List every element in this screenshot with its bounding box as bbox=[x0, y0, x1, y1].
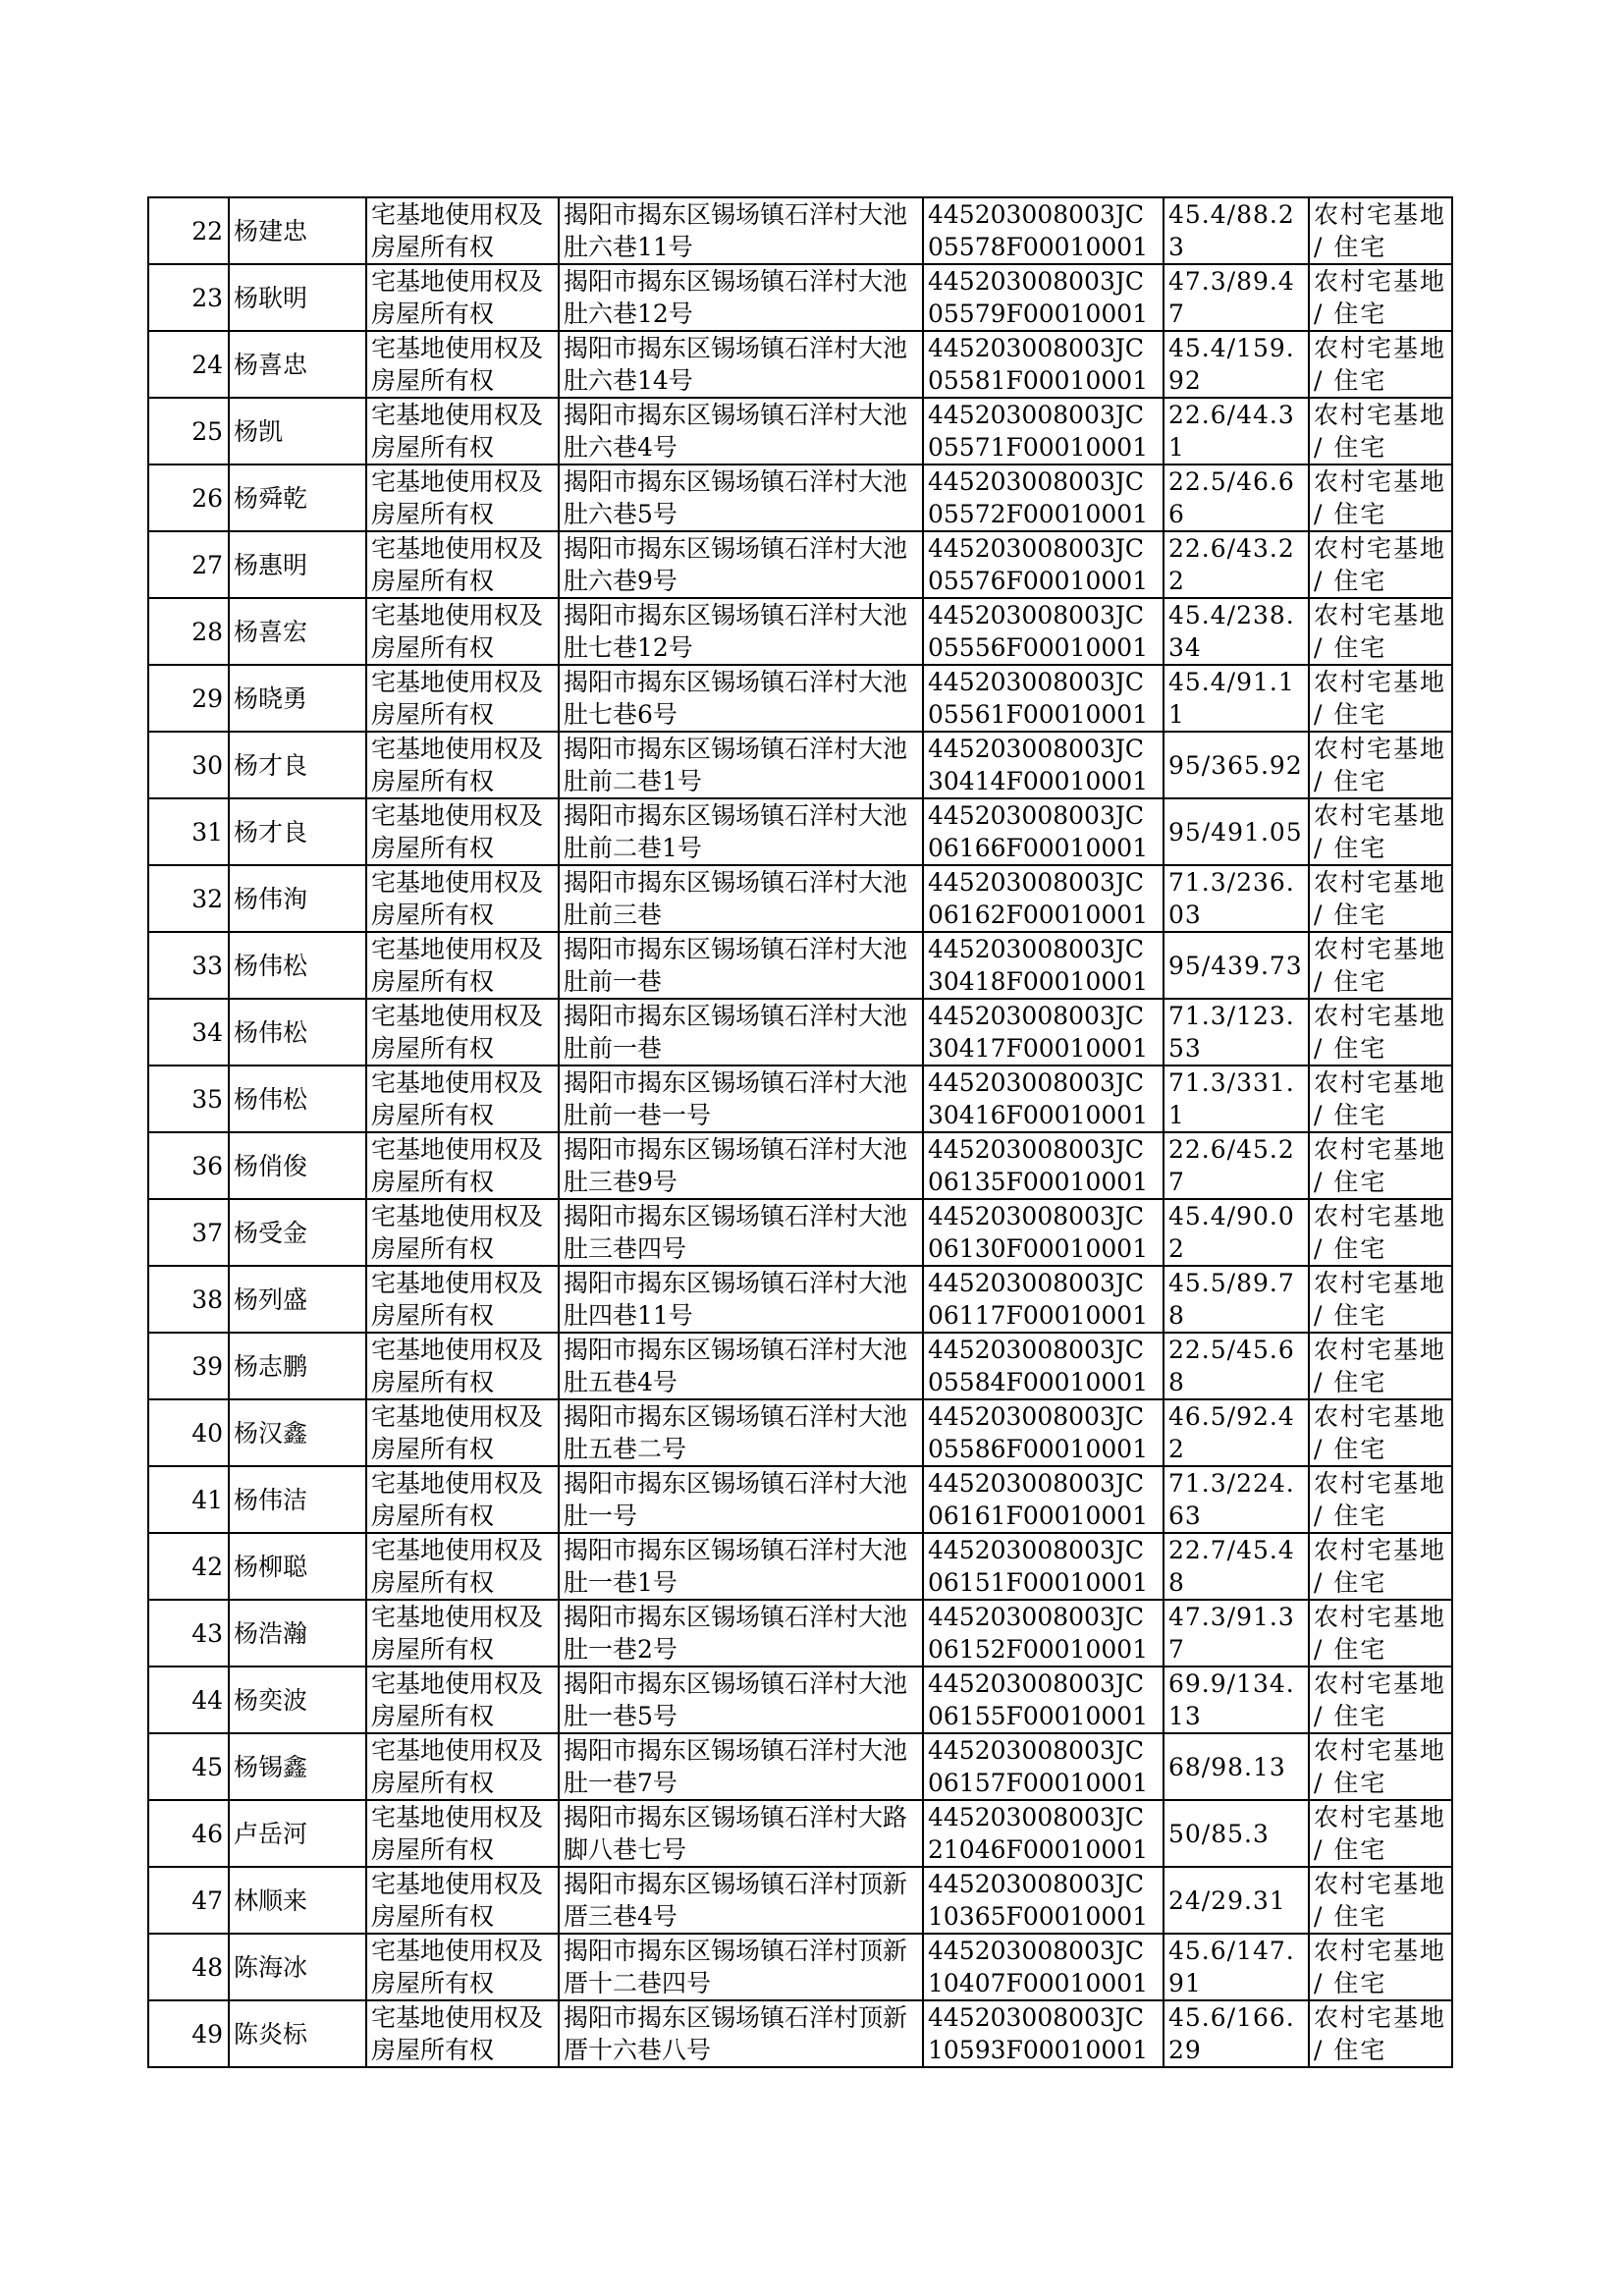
unit-code-cell: 445203008003JC05579F00010001 bbox=[923, 264, 1164, 331]
table-row bbox=[148, 197, 1452, 264]
unit-code-cell: 445203008003JC30417F00010001 bbox=[923, 999, 1164, 1066]
table-row bbox=[148, 1066, 1452, 1132]
registration-table bbox=[147, 196, 1453, 2068]
table-row bbox=[148, 865, 1452, 932]
owner-name-cell: 杨锡鑫 bbox=[229, 1733, 366, 1800]
land-use-cell: 农村宅基地 / 住宅 bbox=[1309, 197, 1452, 264]
address-cell: 揭阳市揭东区锡场镇石洋村大池肚六巷14号 bbox=[559, 331, 923, 398]
right-type-cell: 宅基地使用权及房屋所有权 bbox=[366, 331, 559, 398]
address-cell: 揭阳市揭东区锡场镇石洋村顶新厝三巷4号 bbox=[559, 1867, 923, 1934]
row-number-cell: 37 bbox=[148, 1199, 229, 1266]
area-cell: 50/85.3 bbox=[1164, 1800, 1309, 1867]
right-type-cell: 宅基地使用权及房屋所有权 bbox=[366, 1934, 559, 2000]
owner-name-cell: 杨伟洵 bbox=[229, 865, 366, 932]
land-use-cell: 农村宅基地 / 住宅 bbox=[1309, 1867, 1452, 1934]
area-cell: 47.3/91.37 bbox=[1164, 1600, 1309, 1667]
owner-name-cell: 杨受金 bbox=[229, 1199, 366, 1266]
unit-code-cell: 445203008003JC10593F00010001 bbox=[923, 2000, 1164, 2067]
right-type-cell: 宅基地使用权及房屋所有权 bbox=[366, 999, 559, 1066]
address-cell: 揭阳市揭东区锡场镇石洋村大池肚七巷6号 bbox=[559, 665, 923, 732]
address-cell: 揭阳市揭东区锡场镇石洋村顶新厝十二巷四号 bbox=[559, 1934, 923, 2000]
address-cell: 揭阳市揭东区锡场镇石洋村顶新厝十六巷八号 bbox=[559, 2000, 923, 2067]
row-number-cell: 43 bbox=[148, 1600, 229, 1667]
land-use-cell: 农村宅基地 / 住宅 bbox=[1309, 1533, 1452, 1600]
right-type-cell: 宅基地使用权及房屋所有权 bbox=[366, 398, 559, 464]
area-cell: 47.3/89.47 bbox=[1164, 264, 1309, 331]
unit-code-cell: 445203008003JC06157F00010001 bbox=[923, 1733, 1164, 1800]
owner-name-cell: 林顺来 bbox=[229, 1867, 366, 1934]
row-number-cell: 47 bbox=[148, 1867, 229, 1934]
address-cell: 揭阳市揭东区锡场镇石洋村大池肚七巷12号 bbox=[559, 598, 923, 665]
row-number-cell: 26 bbox=[148, 464, 229, 531]
owner-name-cell: 杨列盛 bbox=[229, 1266, 366, 1333]
owner-name-cell: 杨喜忠 bbox=[229, 331, 366, 398]
right-type-cell: 宅基地使用权及房屋所有权 bbox=[366, 1466, 559, 1533]
address-cell: 揭阳市揭东区锡场镇石洋村大池肚前一巷 bbox=[559, 999, 923, 1066]
area-cell: 45.4/159.92 bbox=[1164, 331, 1309, 398]
land-use-cell: 农村宅基地 / 住宅 bbox=[1309, 1199, 1452, 1266]
row-number-cell: 35 bbox=[148, 1066, 229, 1132]
address-cell: 揭阳市揭东区锡场镇石洋村大池肚前一巷一号 bbox=[559, 1066, 923, 1132]
row-number-cell: 28 bbox=[148, 598, 229, 665]
unit-code-cell: 445203008003JC30414F00010001 bbox=[923, 732, 1164, 798]
unit-code-cell: 445203008003JC05556F00010001 bbox=[923, 598, 1164, 665]
unit-code-cell: 445203008003JC06152F00010001 bbox=[923, 1600, 1164, 1667]
row-number-cell: 33 bbox=[148, 932, 229, 999]
row-number-cell: 34 bbox=[148, 999, 229, 1066]
row-number-cell: 27 bbox=[148, 531, 229, 598]
area-cell: 45.6/166.29 bbox=[1164, 2000, 1309, 2067]
right-type-cell: 宅基地使用权及房屋所有权 bbox=[366, 1867, 559, 1934]
unit-code-cell: 445203008003JC05578F00010001 bbox=[923, 197, 1164, 264]
area-cell: 45.4/90.02 bbox=[1164, 1199, 1309, 1266]
table-row bbox=[148, 1800, 1452, 1867]
address-cell: 揭阳市揭东区锡场镇石洋村大池肚六巷12号 bbox=[559, 264, 923, 331]
land-use-cell: 农村宅基地 / 住宅 bbox=[1309, 999, 1452, 1066]
address-cell: 揭阳市揭东区锡场镇石洋村大池肚三巷9号 bbox=[559, 1132, 923, 1199]
table-row bbox=[148, 2000, 1452, 2067]
area-cell: 24/29.31 bbox=[1164, 1867, 1309, 1934]
unit-code-cell: 445203008003JC06155F00010001 bbox=[923, 1667, 1164, 1733]
right-type-cell: 宅基地使用权及房屋所有权 bbox=[366, 1066, 559, 1132]
land-use-cell: 农村宅基地 / 住宅 bbox=[1309, 1266, 1452, 1333]
address-cell: 揭阳市揭东区锡场镇石洋村大池肚三巷四号 bbox=[559, 1199, 923, 1266]
area-cell: 95/365.92 bbox=[1164, 732, 1309, 798]
area-cell: 46.5/92.42 bbox=[1164, 1399, 1309, 1466]
right-type-cell: 宅基地使用权及房屋所有权 bbox=[366, 1733, 559, 1800]
right-type-cell: 宅基地使用权及房屋所有权 bbox=[366, 732, 559, 798]
unit-code-cell: 445203008003JC05572F00010001 bbox=[923, 464, 1164, 531]
right-type-cell: 宅基地使用权及房屋所有权 bbox=[366, 1399, 559, 1466]
owner-name-cell: 杨伟松 bbox=[229, 1066, 366, 1132]
owner-name-cell: 卢岳河 bbox=[229, 1800, 366, 1867]
row-number-cell: 42 bbox=[148, 1533, 229, 1600]
table-row bbox=[148, 264, 1452, 331]
area-cell: 68/98.13 bbox=[1164, 1733, 1309, 1800]
address-cell: 揭阳市揭东区锡场镇石洋村大池肚六巷4号 bbox=[559, 398, 923, 464]
land-use-cell: 农村宅基地 / 住宅 bbox=[1309, 1800, 1452, 1867]
right-type-cell: 宅基地使用权及房屋所有权 bbox=[366, 932, 559, 999]
land-use-cell: 农村宅基地 / 住宅 bbox=[1309, 1466, 1452, 1533]
land-use-cell: 农村宅基地 / 住宅 bbox=[1309, 932, 1452, 999]
right-type-cell: 宅基地使用权及房屋所有权 bbox=[366, 798, 559, 865]
unit-code-cell: 445203008003JC06151F00010001 bbox=[923, 1533, 1164, 1600]
address-cell: 揭阳市揭东区锡场镇石洋村大池肚六巷11号 bbox=[559, 197, 923, 264]
address-cell: 揭阳市揭东区锡场镇石洋村大池肚前一巷 bbox=[559, 932, 923, 999]
owner-name-cell: 陈炎标 bbox=[229, 2000, 366, 2067]
land-use-cell: 农村宅基地 / 住宅 bbox=[1309, 264, 1452, 331]
address-cell: 揭阳市揭东区锡场镇石洋村大池肚四巷11号 bbox=[559, 1266, 923, 1333]
right-type-cell: 宅基地使用权及房屋所有权 bbox=[366, 1333, 559, 1399]
table-row bbox=[148, 999, 1452, 1066]
area-cell: 95/491.05 bbox=[1164, 798, 1309, 865]
table-row bbox=[148, 932, 1452, 999]
owner-name-cell: 杨俏俊 bbox=[229, 1132, 366, 1199]
table-row bbox=[148, 398, 1452, 464]
unit-code-cell: 445203008003JC10407F00010001 bbox=[923, 1934, 1164, 2000]
right-type-cell: 宅基地使用权及房屋所有权 bbox=[366, 1132, 559, 1199]
row-number-cell: 23 bbox=[148, 264, 229, 331]
row-number-cell: 22 bbox=[148, 197, 229, 264]
unit-code-cell: 445203008003JC06135F00010001 bbox=[923, 1132, 1164, 1199]
table-row bbox=[148, 732, 1452, 798]
area-cell: 22.5/46.66 bbox=[1164, 464, 1309, 531]
right-type-cell: 宅基地使用权及房屋所有权 bbox=[366, 2000, 559, 2067]
area-cell: 22.6/45.27 bbox=[1164, 1132, 1309, 1199]
area-cell: 69.9/134.13 bbox=[1164, 1667, 1309, 1733]
right-type-cell: 宅基地使用权及房屋所有权 bbox=[366, 865, 559, 932]
area-cell: 45.4/238.34 bbox=[1164, 598, 1309, 665]
right-type-cell: 宅基地使用权及房屋所有权 bbox=[366, 1199, 559, 1266]
land-use-cell: 农村宅基地 / 住宅 bbox=[1309, 331, 1452, 398]
land-use-cell: 农村宅基地 / 住宅 bbox=[1309, 865, 1452, 932]
land-use-cell: 农村宅基地 / 住宅 bbox=[1309, 665, 1452, 732]
row-number-cell: 31 bbox=[148, 798, 229, 865]
unit-code-cell: 445203008003JC05584F00010001 bbox=[923, 1333, 1164, 1399]
table-row bbox=[148, 464, 1452, 531]
table-row bbox=[148, 1667, 1452, 1733]
owner-name-cell: 杨奕波 bbox=[229, 1667, 366, 1733]
area-cell: 45.4/91.11 bbox=[1164, 665, 1309, 732]
table-row bbox=[148, 1934, 1452, 2000]
address-cell: 揭阳市揭东区锡场镇石洋村大池肚一巷7号 bbox=[559, 1733, 923, 1800]
table-row bbox=[148, 798, 1452, 865]
area-cell: 22.6/44.31 bbox=[1164, 398, 1309, 464]
unit-code-cell: 445203008003JC06166F00010001 bbox=[923, 798, 1164, 865]
owner-name-cell: 杨耿明 bbox=[229, 264, 366, 331]
row-number-cell: 36 bbox=[148, 1132, 229, 1199]
land-use-cell: 农村宅基地 / 住宅 bbox=[1309, 1934, 1452, 2000]
land-use-cell: 农村宅基地 / 住宅 bbox=[1309, 732, 1452, 798]
area-cell: 22.6/43.22 bbox=[1164, 531, 1309, 598]
right-type-cell: 宅基地使用权及房屋所有权 bbox=[366, 264, 559, 331]
land-use-cell: 农村宅基地 / 住宅 bbox=[1309, 1667, 1452, 1733]
table-row bbox=[148, 1733, 1452, 1800]
table-row bbox=[148, 1132, 1452, 1199]
address-cell: 揭阳市揭东区锡场镇石洋村大池肚前二巷1号 bbox=[559, 732, 923, 798]
right-type-cell: 宅基地使用权及房屋所有权 bbox=[366, 1667, 559, 1733]
owner-name-cell: 杨舜乾 bbox=[229, 464, 366, 531]
land-use-cell: 农村宅基地 / 住宅 bbox=[1309, 2000, 1452, 2067]
land-use-cell: 农村宅基地 / 住宅 bbox=[1309, 1399, 1452, 1466]
area-cell: 45.6/147.91 bbox=[1164, 1934, 1309, 2000]
table-row bbox=[148, 331, 1452, 398]
address-cell: 揭阳市揭东区锡场镇石洋村大池肚一巷1号 bbox=[559, 1533, 923, 1600]
land-use-cell: 农村宅基地 / 住宅 bbox=[1309, 1132, 1452, 1199]
row-number-cell: 29 bbox=[148, 665, 229, 732]
right-type-cell: 宅基地使用权及房屋所有权 bbox=[366, 598, 559, 665]
address-cell: 揭阳市揭东区锡场镇石洋村大池肚六巷9号 bbox=[559, 531, 923, 598]
table-row bbox=[148, 531, 1452, 598]
right-type-cell: 宅基地使用权及房屋所有权 bbox=[366, 197, 559, 264]
right-type-cell: 宅基地使用权及房屋所有权 bbox=[366, 464, 559, 531]
row-number-cell: 25 bbox=[148, 398, 229, 464]
address-cell: 揭阳市揭东区锡场镇石洋村大池肚前三巷 bbox=[559, 865, 923, 932]
unit-code-cell: 445203008003JC06117F00010001 bbox=[923, 1266, 1164, 1333]
owner-name-cell: 杨晓勇 bbox=[229, 665, 366, 732]
row-number-cell: 44 bbox=[148, 1667, 229, 1733]
area-cell: 22.7/45.48 bbox=[1164, 1533, 1309, 1600]
table-row bbox=[148, 1867, 1452, 1934]
owner-name-cell: 杨惠明 bbox=[229, 531, 366, 598]
unit-code-cell: 445203008003JC05581F00010001 bbox=[923, 331, 1164, 398]
land-use-cell: 农村宅基地 / 住宅 bbox=[1309, 464, 1452, 531]
owner-name-cell: 杨汉鑫 bbox=[229, 1399, 366, 1466]
land-use-cell: 农村宅基地 / 住宅 bbox=[1309, 1600, 1452, 1667]
right-type-cell: 宅基地使用权及房屋所有权 bbox=[366, 665, 559, 732]
row-number-cell: 30 bbox=[148, 732, 229, 798]
address-cell: 揭阳市揭东区锡场镇石洋村大池肚一巷5号 bbox=[559, 1667, 923, 1733]
row-number-cell: 40 bbox=[148, 1399, 229, 1466]
land-use-cell: 农村宅基地 / 住宅 bbox=[1309, 1733, 1452, 1800]
unit-code-cell: 445203008003JC05576F00010001 bbox=[923, 531, 1164, 598]
row-number-cell: 49 bbox=[148, 2000, 229, 2067]
land-use-cell: 农村宅基地 / 住宅 bbox=[1309, 398, 1452, 464]
land-use-cell: 农村宅基地 / 住宅 bbox=[1309, 798, 1452, 865]
right-type-cell: 宅基地使用权及房屋所有权 bbox=[366, 531, 559, 598]
land-use-cell: 农村宅基地 / 住宅 bbox=[1309, 598, 1452, 665]
unit-code-cell: 445203008003JC06130F00010001 bbox=[923, 1199, 1164, 1266]
area-cell: 71.3/331.1 bbox=[1164, 1066, 1309, 1132]
table-body bbox=[148, 197, 1452, 2067]
owner-name-cell: 杨凯 bbox=[229, 398, 366, 464]
unit-code-cell: 445203008003JC06161F00010001 bbox=[923, 1466, 1164, 1533]
row-number-cell: 46 bbox=[148, 1800, 229, 1867]
row-number-cell: 45 bbox=[148, 1733, 229, 1800]
address-cell: 揭阳市揭东区锡场镇石洋村大路脚八巷七号 bbox=[559, 1800, 923, 1867]
right-type-cell: 宅基地使用权及房屋所有权 bbox=[366, 1533, 559, 1600]
row-number-cell: 38 bbox=[148, 1266, 229, 1333]
table-row bbox=[148, 1199, 1452, 1266]
area-cell: 45.4/88.23 bbox=[1164, 197, 1309, 264]
owner-name-cell: 杨伟洁 bbox=[229, 1466, 366, 1533]
owner-name-cell: 杨柳聪 bbox=[229, 1533, 366, 1600]
right-type-cell: 宅基地使用权及房屋所有权 bbox=[366, 1600, 559, 1667]
area-cell: 95/439.73 bbox=[1164, 932, 1309, 999]
owner-name-cell: 杨浩瀚 bbox=[229, 1600, 366, 1667]
address-cell: 揭阳市揭东区锡场镇石洋村大池肚五巷4号 bbox=[559, 1333, 923, 1399]
unit-code-cell: 445203008003JC30418F00010001 bbox=[923, 932, 1164, 999]
unit-code-cell: 445203008003JC21046F00010001 bbox=[923, 1800, 1164, 1867]
unit-code-cell: 445203008003JC05586F00010001 bbox=[923, 1399, 1164, 1466]
unit-code-cell: 445203008003JC05561F00010001 bbox=[923, 665, 1164, 732]
area-cell: 45.5/89.78 bbox=[1164, 1266, 1309, 1333]
land-use-cell: 农村宅基地 / 住宅 bbox=[1309, 1333, 1452, 1399]
table-row bbox=[148, 1333, 1452, 1399]
owner-name-cell: 杨志鹏 bbox=[229, 1333, 366, 1399]
land-use-cell: 农村宅基地 / 住宅 bbox=[1309, 531, 1452, 598]
owner-name-cell: 杨才良 bbox=[229, 732, 366, 798]
owner-name-cell: 杨伟松 bbox=[229, 932, 366, 999]
row-number-cell: 41 bbox=[148, 1466, 229, 1533]
row-number-cell: 24 bbox=[148, 331, 229, 398]
address-cell: 揭阳市揭东区锡场镇石洋村大池肚一巷2号 bbox=[559, 1600, 923, 1667]
area-cell: 71.3/224.63 bbox=[1164, 1466, 1309, 1533]
address-cell: 揭阳市揭东区锡场镇石洋村大池肚五巷二号 bbox=[559, 1399, 923, 1466]
area-cell: 22.5/45.68 bbox=[1164, 1333, 1309, 1399]
right-type-cell: 宅基地使用权及房屋所有权 bbox=[366, 1800, 559, 1867]
address-cell: 揭阳市揭东区锡场镇石洋村大池肚一号 bbox=[559, 1466, 923, 1533]
land-use-cell: 农村宅基地 / 住宅 bbox=[1309, 1066, 1452, 1132]
owner-name-cell: 陈海冰 bbox=[229, 1934, 366, 2000]
owner-name-cell: 杨才良 bbox=[229, 798, 366, 865]
owner-name-cell: 杨伟松 bbox=[229, 999, 366, 1066]
table-row bbox=[148, 1399, 1452, 1466]
address-cell: 揭阳市揭东区锡场镇石洋村大池肚前二巷1号 bbox=[559, 798, 923, 865]
table-row bbox=[148, 1266, 1452, 1333]
table-row bbox=[148, 665, 1452, 732]
right-type-cell: 宅基地使用权及房屋所有权 bbox=[366, 1266, 559, 1333]
table-row bbox=[148, 1533, 1452, 1600]
table-row bbox=[148, 598, 1452, 665]
unit-code-cell: 445203008003JC30416F00010001 bbox=[923, 1066, 1164, 1132]
row-number-cell: 32 bbox=[148, 865, 229, 932]
table-row bbox=[148, 1600, 1452, 1667]
owner-name-cell: 杨建忠 bbox=[229, 197, 366, 264]
unit-code-cell: 445203008003JC05571F00010001 bbox=[923, 398, 1164, 464]
owner-name-cell: 杨喜宏 bbox=[229, 598, 366, 665]
area-cell: 71.3/236.03 bbox=[1164, 865, 1309, 932]
unit-code-cell: 445203008003JC06162F00010001 bbox=[923, 865, 1164, 932]
row-number-cell: 48 bbox=[148, 1934, 229, 2000]
area-cell: 71.3/123.53 bbox=[1164, 999, 1309, 1066]
row-number-cell: 39 bbox=[148, 1333, 229, 1399]
address-cell: 揭阳市揭东区锡场镇石洋村大池肚六巷5号 bbox=[559, 464, 923, 531]
table-row bbox=[148, 1466, 1452, 1533]
unit-code-cell: 445203008003JC10365F00010001 bbox=[923, 1867, 1164, 1934]
